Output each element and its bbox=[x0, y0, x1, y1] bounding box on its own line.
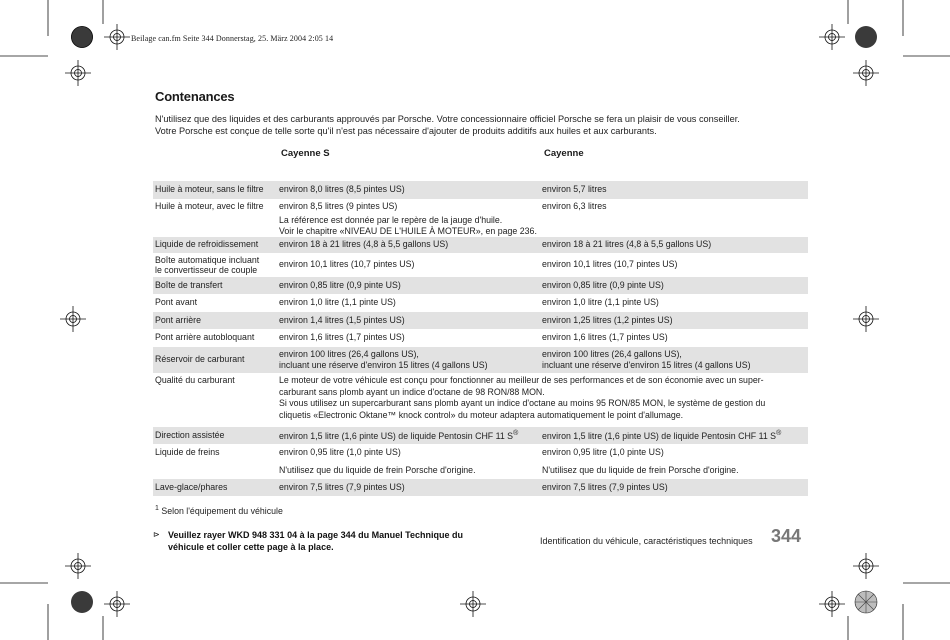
intro-line: N'utilisez que des liquides et des carburants approuvés par Porsche. Votre concessionnaire officiel Porsche se fera un plaisir de vous conseiller. bbox=[155, 114, 740, 124]
fuel-quality-text: Si vous utilisez un supercarburant sans plomb ayant un indice d'octane au moins 95 RON/85 MON, le système de gestion du bbox=[279, 398, 766, 408]
print-header: Beilage can.fm Seite 344 Donnerstag, 25. März 2004 2:05 14 bbox=[131, 34, 334, 43]
fuel-quality-text: cliquetis «Electronic Oktane™ knock control» du moteur adaptera automatiquement le point d'allumage. bbox=[279, 409, 684, 420]
instruction-line: véhicule et coller cette page à la place. bbox=[168, 542, 334, 552]
row-label bbox=[153, 255, 279, 276]
oil-note-reference: Voir le chapitre «NIVEAU DE L'HUILE À MOTEUR», en page 236. bbox=[279, 226, 537, 236]
footnote-mark: 1 bbox=[155, 505, 159, 512]
registered-mark: ® bbox=[513, 430, 519, 438]
cell-cayenne-s: environ 0,85 litre (0,9 pinte US) bbox=[279, 279, 401, 290]
arrow-icon: ⊳ bbox=[153, 530, 160, 539]
row-label: Qualité du carburant bbox=[155, 375, 235, 385]
cell-cayenne: environ 1,6 litres (1,7 pintes US) bbox=[542, 332, 668, 343]
table-row bbox=[153, 253, 808, 277]
row-label-line: le convertisseur de couple bbox=[155, 265, 258, 275]
cell-cayenne-s: environ 1,4 litres (1,5 pintes US) bbox=[279, 314, 405, 325]
registration-disk bbox=[71, 26, 93, 48]
brake-note: N'utilisez que du liquide de frein Porsche d'origine. bbox=[279, 464, 476, 475]
crosshair-target bbox=[853, 306, 879, 332]
registration-disk-striped bbox=[855, 591, 877, 613]
cell-cayenne-s: environ 0,95 litre (1,0 pinte US) bbox=[279, 447, 401, 457]
cell-cayenne: environ 100 litres (26,4 gallons US), bbox=[542, 349, 682, 359]
cell-cayenne: environ 5,7 litres bbox=[542, 184, 607, 195]
page-number: 344 bbox=[771, 526, 802, 546]
fuel-quality-text: Le moteur de votre véhicule est conçu pour fonctionner au meilleur de ses performances et de son économie avec un super- bbox=[279, 375, 764, 385]
row-label: Pont avant bbox=[155, 297, 198, 308]
row-label: Pont arrière bbox=[155, 314, 201, 325]
cell-cayenne-s bbox=[279, 428, 542, 442]
cell-cayenne-s: environ 100 litres (26,4 gallons US), bbox=[279, 349, 419, 359]
replacement-instruction bbox=[153, 529, 523, 553]
column-header-cayenne: Cayenne bbox=[544, 148, 584, 159]
table-row bbox=[153, 294, 808, 312]
row-label: Huile à moteur, avec le filtre bbox=[155, 201, 264, 211]
table-row bbox=[153, 181, 808, 199]
cell-cayenne-s: environ 18 à 21 litres (4,8 à 5,5 gallons US) bbox=[279, 239, 449, 250]
oil-note: La référence est donnée par le repère de la jauge d'huile. bbox=[279, 214, 503, 225]
cell-cayenne-s: environ 10,1 litres (10,7 pintes US) bbox=[279, 259, 415, 270]
table-row bbox=[153, 199, 808, 237]
cell-cayenne: environ 1,25 litres (1,2 pintes US) bbox=[542, 314, 673, 325]
cell-cayenne: environ 10,1 litres (10,7 pintes US) bbox=[542, 259, 678, 270]
row-label: Direction assistée bbox=[155, 429, 225, 440]
cell-cayenne-s: incluant une réserve d'environ 15 litres (4 gallons US) bbox=[279, 360, 488, 370]
cell-cayenne-s: environ 1,6 litres (1,7 pintes US) bbox=[279, 332, 405, 343]
footnote bbox=[155, 505, 283, 516]
table-row bbox=[153, 427, 808, 444]
crosshair-target bbox=[65, 553, 91, 579]
column-header-cayenne-s: Cayenne S bbox=[281, 148, 330, 159]
cell-cayenne: environ 7,5 litres (7,9 pintes US) bbox=[542, 481, 668, 492]
intro-paragraph bbox=[155, 113, 815, 137]
brake-note: N'utilisez que du liquide de frein Porsche d'origine. bbox=[542, 464, 739, 475]
cell-cayenne: environ 18 à 21 litres (4,8 à 5,5 gallons US) bbox=[542, 239, 712, 250]
cell-text: environ 1,5 litre (1,6 pinte US) de liquide Pentosin CHF 11 S bbox=[542, 431, 777, 442]
row-label: Huile à moteur, sans le filtre bbox=[155, 184, 264, 195]
registration-disk bbox=[855, 26, 877, 48]
cell-cayenne-s: environ 1,0 litre (1,1 pinte US) bbox=[279, 297, 396, 308]
crosshair-target bbox=[104, 24, 130, 50]
registration-disk bbox=[71, 591, 93, 613]
cell-cayenne: environ 1,0 litre (1,1 pinte US) bbox=[542, 297, 659, 308]
cell-cayenne: incluant une réserve d'environ 15 litres (4 gallons US) bbox=[542, 360, 751, 370]
cell-cayenne bbox=[542, 428, 808, 442]
crosshair-target bbox=[853, 553, 879, 579]
row-label: Réservoir de carburant bbox=[155, 354, 245, 365]
row-label-line: Boîte automatique incluant bbox=[155, 254, 260, 265]
crosshair-target bbox=[460, 591, 486, 617]
crosshair-target bbox=[819, 24, 845, 50]
capacities-table bbox=[153, 181, 808, 496]
crosshair-target bbox=[853, 60, 879, 86]
crosshair-target bbox=[65, 60, 91, 86]
footer-section-title: Identification du véhicule, caractéristiques techniques bbox=[540, 536, 753, 546]
intro-line: Votre Porsche est conçue de telle sorte qu'il n'est pas nécessaire d'ajouter de produits additifs aux huiles et aux carburants. bbox=[155, 126, 657, 136]
crosshair-target bbox=[819, 591, 845, 617]
table-row bbox=[153, 347, 808, 373]
cell-cayenne-s: environ 8,0 litres (8,5 pintes US) bbox=[279, 184, 405, 195]
table-row bbox=[153, 444, 808, 479]
cell-cayenne: environ 6,3 litres bbox=[542, 201, 607, 211]
cell-cayenne: environ 0,85 litre (0,9 pinte US) bbox=[542, 279, 664, 290]
footnote-text: Selon l'équipement du véhicule bbox=[161, 505, 283, 516]
cell-text: environ 1,5 litre (1,6 pinte US) de liquide Pentosin CHF 11 S bbox=[279, 431, 514, 442]
page-title: Contenances bbox=[155, 89, 235, 104]
table-row bbox=[153, 373, 808, 427]
table-row bbox=[153, 237, 808, 253]
row-label: Boîte de transfert bbox=[155, 279, 223, 290]
table-row bbox=[153, 312, 808, 329]
registered-mark: ® bbox=[776, 430, 782, 438]
row-label: Liquide de freins bbox=[155, 447, 220, 457]
crosshair-target bbox=[60, 306, 86, 332]
cell-cayenne-s: environ 7,5 litres (7,9 pintes US) bbox=[279, 481, 405, 492]
cell-cayenne-s: environ 8,5 litres (9 pintes US) bbox=[279, 201, 398, 211]
row-label: Pont arrière autobloquant bbox=[155, 332, 255, 343]
instruction-line: Veuillez rayer WKD 948 331 04 à la page 344 du Manuel Technique du bbox=[168, 530, 463, 540]
row-label: Lave-glace/phares bbox=[155, 481, 228, 492]
table-row bbox=[153, 277, 808, 294]
table-row bbox=[153, 479, 808, 496]
table-row bbox=[153, 329, 808, 347]
row-label: Liquide de refroidissement bbox=[155, 239, 259, 250]
cell-cayenne: environ 0,95 litre (1,0 pinte US) bbox=[542, 447, 664, 457]
crosshair-target bbox=[104, 591, 130, 617]
fuel-quality-text: carburant sans plomb ayant un indice d'octane de 98 RON/88 MON. bbox=[279, 386, 545, 397]
